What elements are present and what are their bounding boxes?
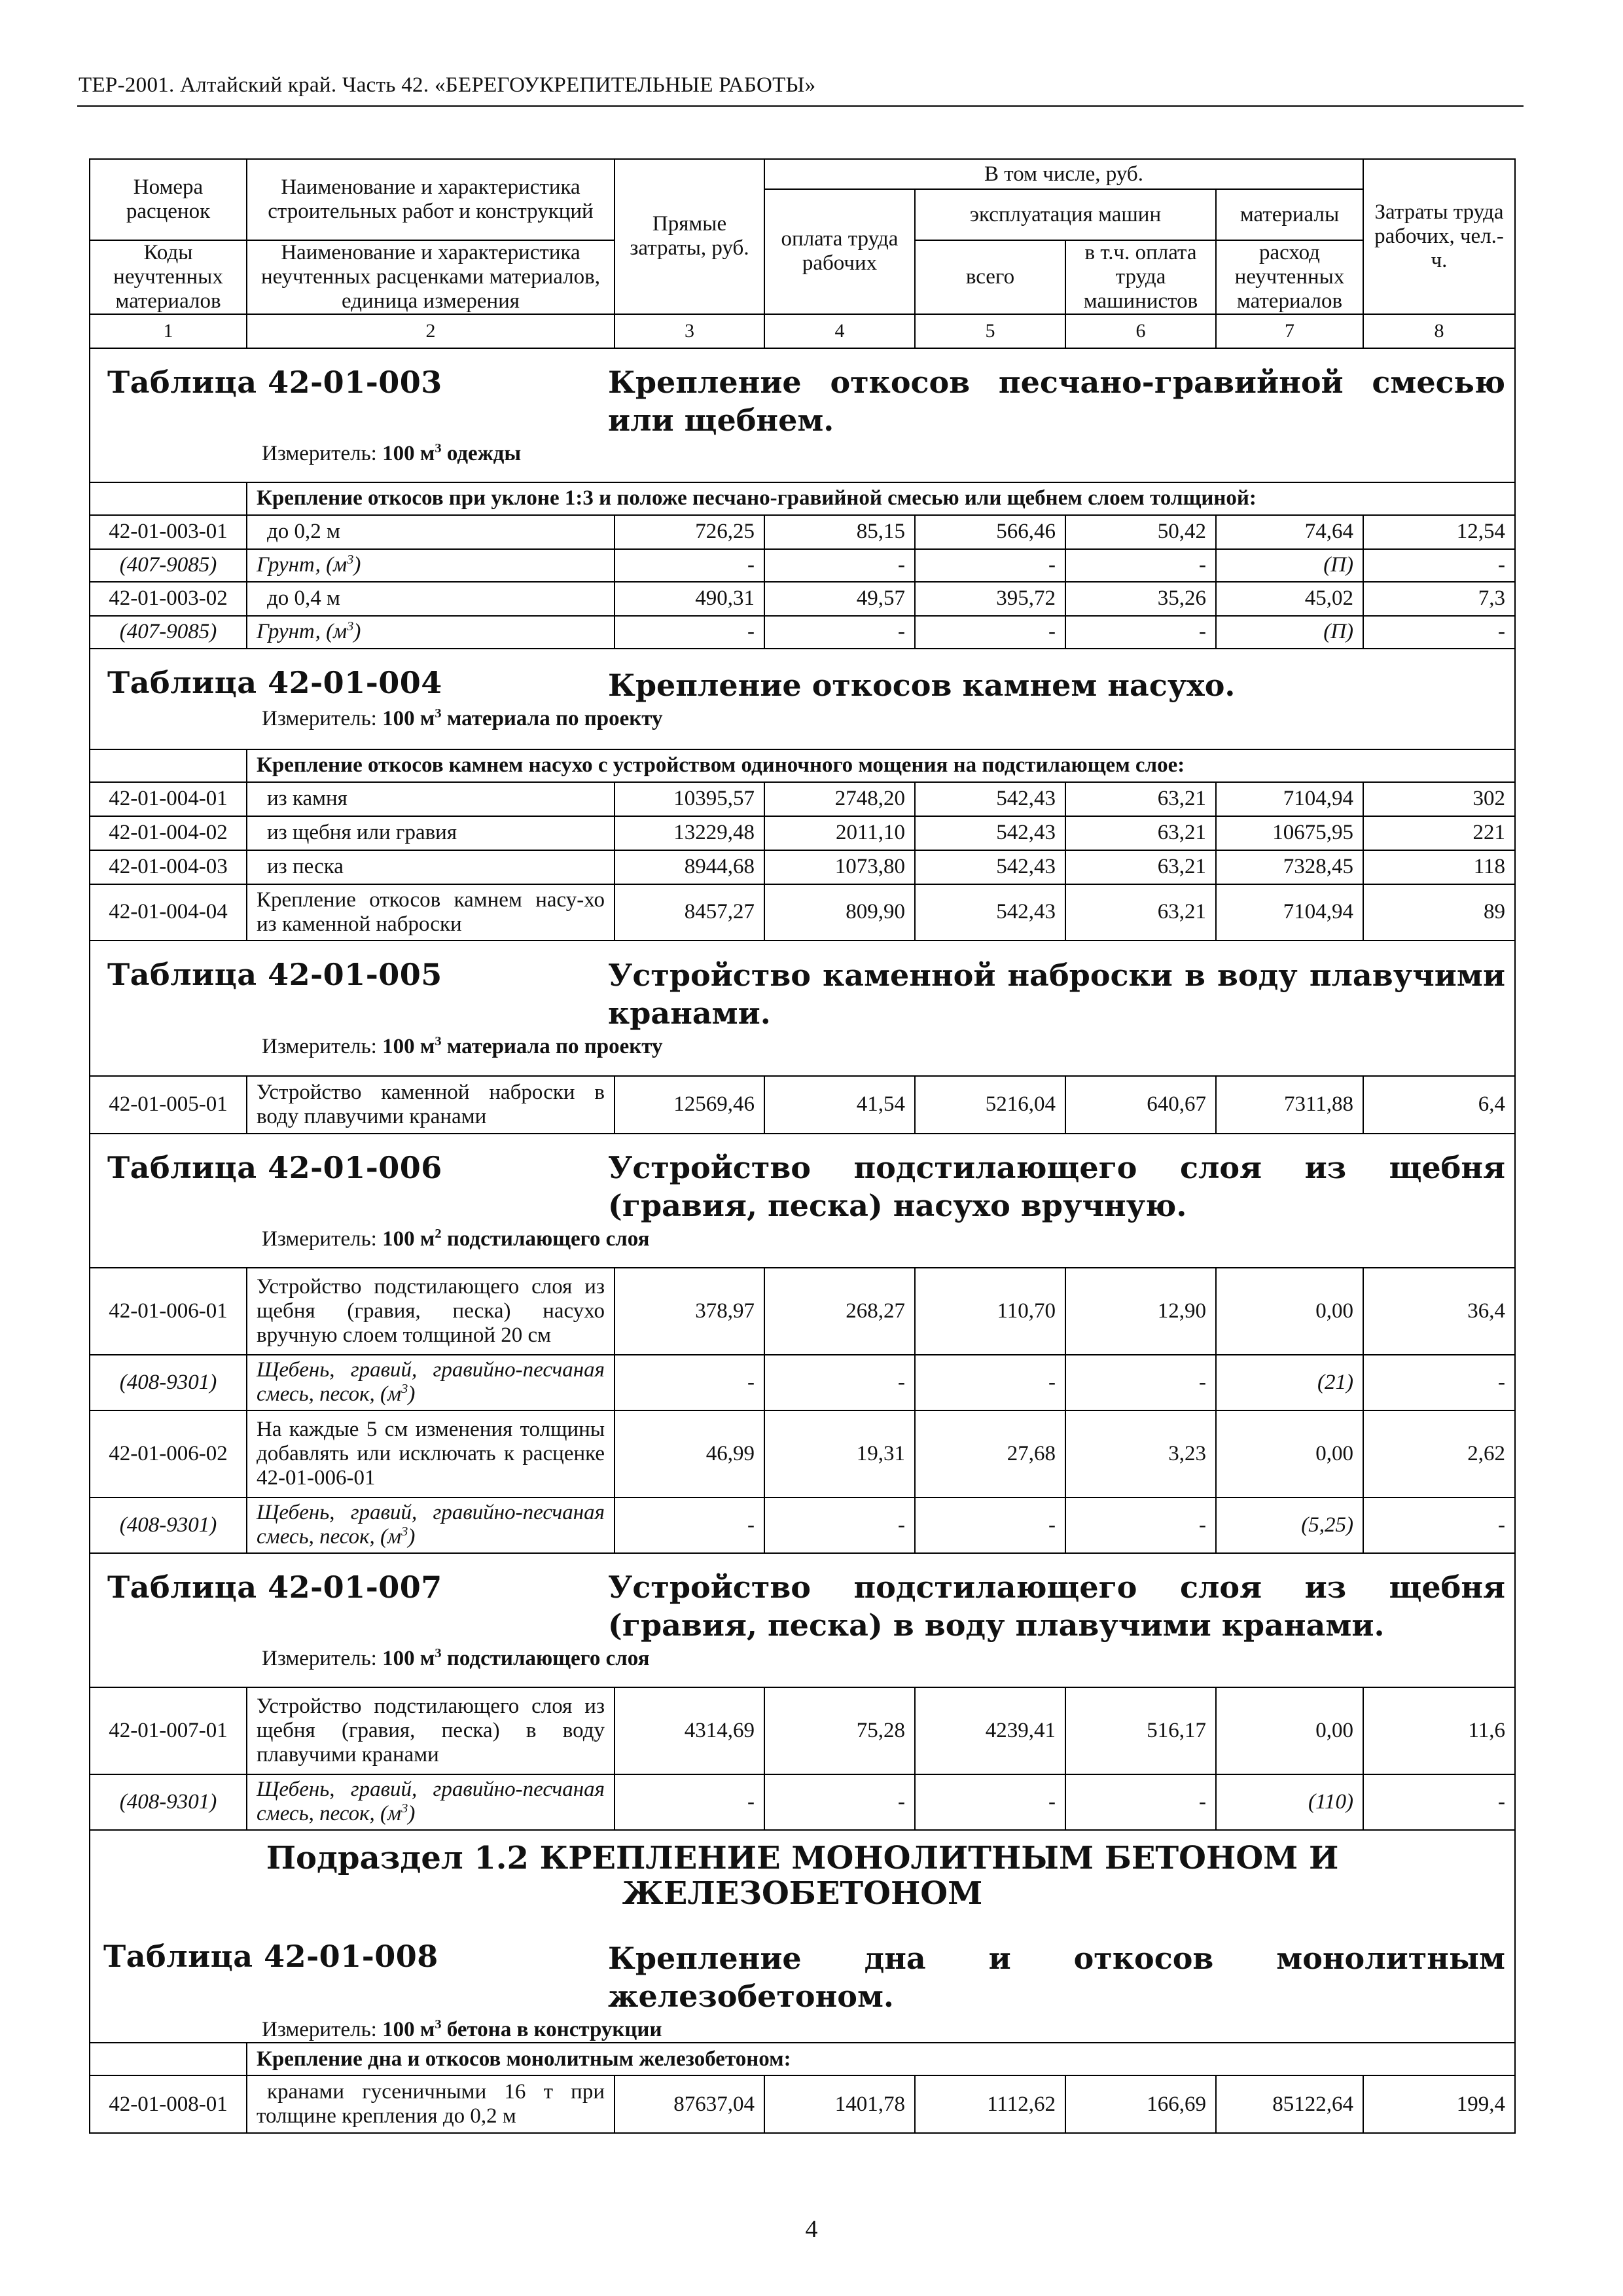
material-quantity: (110) [1216, 1774, 1363, 1830]
measure-value [382, 2018, 662, 2041]
machinist-pay: 35,26 [1065, 582, 1216, 616]
material-name-text: Щебень, гравий, гравийно-песчаная смесь, песок, (м [257, 1778, 605, 1826]
measure-unit-power: 3 [435, 441, 442, 456]
materials: 85122,64 [1216, 2075, 1363, 2133]
measure-value [382, 442, 521, 465]
header-labor-pay: оплата труда рабочих [764, 189, 915, 314]
direct-costs: 8944,68 [615, 850, 764, 884]
table-005-measure [262, 1035, 1505, 1059]
table-row [90, 884, 1515, 941]
direct-costs: 46,99 [615, 1410, 764, 1498]
table-007-label: Таблица 42-01-007 [107, 1569, 442, 1605]
labor-hours: 199,4 [1363, 2075, 1515, 2133]
direct-costs: 4314,69 [615, 1687, 764, 1774]
rate-code: 42-01-004-03 [90, 850, 247, 884]
table-004-title-block [90, 649, 1515, 749]
work-name: из камня [247, 782, 615, 816]
rate-code: 42-01-004-04 [90, 884, 247, 941]
direct-costs: 490,31 [615, 582, 764, 616]
material-quantity: (5,25) [1216, 1498, 1363, 1553]
machine-total: 566,46 [915, 515, 1065, 549]
measure-suffix: бетона в конструкции [446, 2018, 662, 2042]
direct-costs: 13229,48 [615, 816, 764, 850]
material-name [247, 616, 615, 649]
header-machinist-pay: в т.ч. оплата труда машинистов [1065, 240, 1216, 314]
work-name: Устройство подстилающего слоя из щебня (гравия, песка) в воду плавучими кранами [247, 1687, 615, 1774]
dash-cell: - [915, 1498, 1065, 1553]
machine-total: 4239,41 [915, 1687, 1065, 1774]
machinist-pay: 640,67 [1065, 1076, 1216, 1134]
header-materials: материалы [1216, 189, 1363, 240]
header-machine-total: всего [915, 240, 1065, 314]
machine-total: 542,43 [915, 782, 1065, 816]
work-name: до 0,4 м [247, 582, 615, 616]
table-007-title: Устройство подстилающего слоя из щебня (гравия, песка) в воду плавучими кранами. [608, 1570, 1506, 1643]
labor-hours: 7,3 [1363, 582, 1515, 616]
column-number: 1 [90, 314, 247, 348]
direct-costs: 10395,57 [615, 782, 764, 816]
dash-cell: - [764, 1355, 915, 1410]
direct-costs: 726,25 [615, 515, 764, 549]
dash-cell: - [615, 616, 764, 649]
labor-hours: 221 [1363, 816, 1515, 850]
machine-total: 542,43 [915, 816, 1065, 850]
page-number: 4 [805, 2215, 818, 2243]
table-007-measure [262, 1647, 1505, 1671]
materials: 0,00 [1216, 1268, 1363, 1355]
measure-unit-power: 3 [435, 1646, 442, 1661]
table-006-measure [262, 1227, 1505, 1251]
material-name [247, 1774, 615, 1830]
table-005-title-block [90, 941, 1515, 1076]
table-004-measure [262, 707, 1505, 731]
measure-unit: 100 м [382, 2018, 435, 2042]
rate-code: 42-01-007-01 [90, 1687, 247, 1774]
materials: 7328,45 [1216, 850, 1363, 884]
direct-costs: 8457,27 [615, 884, 764, 941]
dash-cell: - [915, 1355, 1065, 1410]
material-name-text: Грунт, (м [257, 553, 348, 577]
dash-cell: - [764, 1774, 915, 1830]
machine-total: 5216,04 [915, 1076, 1065, 1134]
measure-prefix: Измеритель: [262, 1647, 377, 1671]
machinist-pay: 63,21 [1065, 850, 1216, 884]
work-name: из песка [247, 850, 615, 884]
labor-hours: 302 [1363, 782, 1515, 816]
column-number: 8 [1363, 314, 1515, 348]
machinist-pay: 3,23 [1065, 1410, 1216, 1498]
table-005-title: Устройство каменной наброски в воду плавучими кранами. [608, 958, 1506, 1031]
empty-cell [90, 2043, 247, 2075]
header-including: В том числе, руб. [764, 159, 1363, 189]
table-008-heading [99, 1914, 1505, 2015]
materials: 7311,88 [1216, 1076, 1363, 1134]
dash-cell: - [615, 549, 764, 582]
empty-cell [90, 482, 247, 515]
subsection-heading: Подраздел 1.2 КРЕПЛЕНИЕ МОНОЛИТНЫМ БЕТОНОМ И ЖЕЛЕЗОБЕТОНОМ [266, 1839, 1339, 1912]
materials: 7104,94 [1216, 782, 1363, 816]
material-unit-power: 3 [401, 1801, 408, 1816]
direct-costs: 87637,04 [615, 2075, 764, 2133]
measure-value [382, 1647, 649, 1670]
table-004-label: Таблица 42-01-004 [107, 664, 442, 700]
table-003-section-heading: Крепление откосов при уклоне 1:3 и положе песчано-гравийной смесью или щебнем слоем толщиной: [247, 482, 1515, 515]
labor-pay: 75,28 [764, 1687, 915, 1774]
material-code: (408-9301) [90, 1498, 247, 1553]
column-number: 5 [915, 314, 1065, 348]
work-name: кранами гусеничными 16 т при толщине крепления до 0,2 м [247, 2075, 615, 2133]
machinist-pay: 50,42 [1065, 515, 1216, 549]
dash-cell: - [615, 1498, 764, 1553]
table-005-label: Таблица 42-01-005 [107, 956, 442, 992]
labor-hours: 11,6 [1363, 1687, 1515, 1774]
materials: 7104,94 [1216, 884, 1363, 941]
table-007-title-row [90, 1553, 1515, 1687]
machine-total: 395,72 [915, 582, 1065, 616]
measure-unit-power: 3 [435, 1034, 442, 1049]
direct-costs: 12569,46 [615, 1076, 764, 1134]
dash-cell: - [1065, 1355, 1216, 1410]
machinist-pay: 63,21 [1065, 782, 1216, 816]
material-name [247, 1355, 615, 1410]
material-row [90, 1355, 1515, 1410]
dash-cell: - [915, 1774, 1065, 1830]
material-quantity: (П) [1216, 549, 1363, 582]
material-unit-power: 3 [401, 1524, 408, 1539]
table-row [90, 782, 1515, 816]
table-row [90, 515, 1515, 549]
table-008-label: Таблица 42-01-008 [103, 1939, 438, 1975]
material-name-close: ) [408, 1525, 416, 1549]
column-number: 3 [615, 314, 764, 348]
table-003-title-row [90, 348, 1515, 482]
direct-costs: 378,97 [615, 1268, 764, 1355]
header-direct-costs: Прямые затраты, руб. [615, 159, 764, 314]
rate-code: 42-01-006-01 [90, 1268, 247, 1355]
material-unit-power: 3 [347, 552, 354, 567]
dash-cell: - [1363, 1355, 1515, 1410]
header-machine-operation: эксплуатация машин [915, 189, 1216, 240]
material-name-text: Грунт, (м [257, 620, 348, 644]
materials: 0,00 [1216, 1410, 1363, 1498]
table-007-title-block [90, 1553, 1515, 1687]
header-unaccounted-materials: расход неучтенных материалов [1216, 240, 1363, 314]
material-name-close: ) [408, 1382, 416, 1407]
labor-pay: 1401,78 [764, 2075, 915, 2133]
material-name-close: ) [353, 553, 361, 577]
rate-code: 42-01-005-01 [90, 1076, 247, 1134]
table-004-title: Крепление откосов камнем насухо. [608, 667, 1236, 703]
dash-cell: - [1363, 616, 1515, 649]
material-row [90, 549, 1515, 582]
dash-cell: - [1065, 1498, 1216, 1553]
rate-code: 42-01-004-02 [90, 816, 247, 850]
measure-prefix: Измеритель: [262, 442, 377, 466]
table-003-title: Крепление откосов песчано-гравийной смесью или щебнем. [608, 365, 1506, 438]
header-unaccounted-name: Наименование и характеристика неучтенных расценками материалов, единица измерения [247, 240, 615, 314]
dash-cell: - [764, 616, 915, 649]
dash-cell: - [615, 1774, 764, 1830]
table-004-section-row [90, 749, 1515, 782]
table-004-title-row [90, 649, 1515, 749]
table-004-section-heading: Крепление откосов камнем насухо с устройством одиночного мощения на подстилающем слое: [247, 749, 1515, 782]
table-row [90, 1076, 1515, 1134]
dash-cell: - [764, 1498, 915, 1553]
measure-unit-power: 3 [435, 2017, 442, 2032]
table-row [90, 816, 1515, 850]
work-name: Устройство каменной наброски в воду плавучими кранами [247, 1076, 615, 1134]
labor-pay: 2011,10 [764, 816, 915, 850]
material-unit-power: 3 [401, 1382, 408, 1397]
rate-code: 42-01-003-01 [90, 515, 247, 549]
measure-suffix: подстилающего слоя [446, 1227, 650, 1251]
column-number: 7 [1216, 314, 1363, 348]
table-008-title-row [90, 1830, 1515, 2043]
table-row [90, 1268, 1515, 1355]
material-quantity: (П) [1216, 616, 1363, 649]
running-header: ТЕР-2001. Алтайский край. Часть 42. «БЕРЕГОУКРЕПИТЕЛЬНЫЕ РАБОТЫ» [79, 73, 816, 97]
table-008-measure [262, 2018, 1505, 2042]
measure-unit: 100 м [382, 1647, 435, 1671]
material-name-text: Щебень, гравий, гравийно-песчаная смесь, песок, (м [257, 1358, 605, 1407]
table-003-measure [262, 442, 1505, 466]
labor-hours: 12,54 [1363, 515, 1515, 549]
table-003-title-block [90, 348, 1515, 482]
measure-prefix: Измеритель: [262, 2018, 377, 2042]
table-008-section-heading: Крепление дна и откосов монолитным железобетоном: [247, 2043, 1515, 2075]
machinist-pay: 63,21 [1065, 816, 1216, 850]
dash-cell: - [1363, 549, 1515, 582]
rate-code: 42-01-003-02 [90, 582, 247, 616]
header-row-1 [90, 159, 1515, 189]
materials: 45,02 [1216, 582, 1363, 616]
measure-suffix: материала по проекту [446, 707, 663, 731]
table-008-title: Крепление дна и откосов монолитным железобетоном. [608, 1941, 1506, 2014]
table-008-title-block [90, 1830, 1515, 2043]
table-006-title-block [90, 1134, 1515, 1268]
measure-value [382, 707, 662, 730]
materials: 0,00 [1216, 1687, 1363, 1774]
measure-prefix: Измеритель: [262, 1227, 377, 1251]
dash-cell: - [1363, 1774, 1515, 1830]
header-rate-numbers: Номера расценок [90, 159, 247, 240]
measure-unit: 100 м [382, 707, 435, 731]
measure-prefix: Измеритель: [262, 707, 377, 731]
material-row [90, 1774, 1515, 1830]
column-number: 2 [247, 314, 615, 348]
table-row [90, 1687, 1515, 1774]
header-unaccounted-codes: Коды неучтенных материалов [90, 240, 247, 314]
work-name: Устройство подстилающего слоя из щебня (гравия, песка) насухо вручную слоем толщиной 20 см [247, 1268, 615, 1355]
measure-prefix: Измеритель: [262, 1035, 377, 1059]
header-rule [77, 105, 1524, 107]
material-code: (407-9085) [90, 549, 247, 582]
header-work-name: Наименование и характеристика строительных работ и конструкций [247, 159, 615, 240]
material-code: (408-9301) [90, 1774, 247, 1830]
measure-suffix: подстилающего слоя [446, 1647, 650, 1671]
measure-suffix: одежды [446, 442, 522, 466]
table-006-title: Устройство подстилающего слоя из щебня (гравия, песка) насухо вручную. [608, 1150, 1506, 1223]
table-003-label: Таблица 42-01-003 [107, 364, 442, 400]
machine-total: 27,68 [915, 1410, 1065, 1498]
machinist-pay: 516,17 [1065, 1687, 1216, 1774]
measure-unit: 100 м [382, 442, 435, 466]
labor-pay: 41,54 [764, 1076, 915, 1134]
labor-hours: 36,4 [1363, 1268, 1515, 1355]
labor-pay: 809,90 [764, 884, 915, 941]
work-name: до 0,2 м [247, 515, 615, 549]
machinist-pay: 166,69 [1065, 2075, 1216, 2133]
material-row [90, 1498, 1515, 1553]
labor-hours: 2,62 [1363, 1410, 1515, 1498]
dash-cell: - [915, 616, 1065, 649]
machinist-pay: 12,90 [1065, 1268, 1216, 1355]
labor-pay: 19,31 [764, 1410, 915, 1498]
measure-unit-power: 2 [435, 1227, 442, 1242]
table-005-title-row [90, 941, 1515, 1076]
table-row [90, 850, 1515, 884]
material-code: (408-9301) [90, 1355, 247, 1410]
labor-pay: 268,27 [764, 1268, 915, 1355]
column-number: 4 [764, 314, 915, 348]
machine-total: 542,43 [915, 884, 1065, 941]
work-name: Крепление откосов камнем насу-хо из каменной наброски [247, 884, 615, 941]
material-name-close: ) [353, 620, 361, 644]
material-unit-power: 3 [347, 619, 354, 634]
column-numbers-row [90, 314, 1515, 348]
material-name [247, 549, 615, 582]
table-003-section-row [90, 482, 1515, 515]
table-006-title-row [90, 1134, 1515, 1268]
dash-cell: - [1065, 549, 1216, 582]
measure-value [382, 1227, 649, 1251]
machine-total: 1112,62 [915, 2075, 1065, 2133]
table-008-section-row [90, 2043, 1515, 2075]
rate-code: 42-01-006-02 [90, 1410, 247, 1498]
materials: 74,64 [1216, 515, 1363, 549]
work-name: из щебня или гравия [247, 816, 615, 850]
material-name-text: Щебень, гравий, гравийно-песчаная смесь, песок, (м [257, 1501, 605, 1549]
labor-pay: 49,57 [764, 582, 915, 616]
dash-cell: - [615, 1355, 764, 1410]
labor-pay: 1073,80 [764, 850, 915, 884]
labor-hours: 6,4 [1363, 1076, 1515, 1134]
machine-total: 110,70 [915, 1268, 1065, 1355]
labor-pay: 85,15 [764, 515, 915, 549]
header-labor-costs: Затраты труда рабочих, чел.-ч. [1363, 159, 1515, 314]
rate-code: 42-01-004-01 [90, 782, 247, 816]
column-number: 6 [1065, 314, 1216, 348]
dash-cell: - [1065, 1774, 1216, 1830]
table-row [90, 1410, 1515, 1498]
measure-suffix: материала по проекту [446, 1035, 663, 1059]
material-code: (407-9085) [90, 616, 247, 649]
table-006-label: Таблица 42-01-006 [107, 1149, 442, 1185]
material-name [247, 1498, 615, 1553]
labor-pay: 2748,20 [764, 782, 915, 816]
dash-cell: - [915, 549, 1065, 582]
dash-cell: - [764, 549, 915, 582]
table-row [90, 2075, 1515, 2133]
materials: 10675,95 [1216, 816, 1363, 850]
rate-code: 42-01-008-01 [90, 2075, 247, 2133]
labor-hours: 89 [1363, 884, 1515, 941]
machinist-pay: 63,21 [1065, 884, 1216, 941]
measure-unit: 100 м [382, 1227, 435, 1251]
work-name: На каждые 5 см изменения толщины добавлять или исключать к расценке 42-01-006-01 [247, 1410, 615, 1498]
table-row [90, 582, 1515, 616]
measure-unit: 100 м [382, 1035, 435, 1059]
material-row [90, 616, 1515, 649]
material-quantity: (21) [1216, 1355, 1363, 1410]
machine-total: 542,43 [915, 850, 1065, 884]
measure-value [382, 1035, 662, 1058]
measure-unit-power: 3 [435, 706, 442, 721]
empty-cell [90, 749, 247, 782]
dash-cell: - [1065, 616, 1216, 649]
estimate-table [89, 158, 1516, 2134]
material-name-close: ) [408, 1802, 416, 1826]
dash-cell: - [1363, 1498, 1515, 1553]
labor-hours: 118 [1363, 850, 1515, 884]
